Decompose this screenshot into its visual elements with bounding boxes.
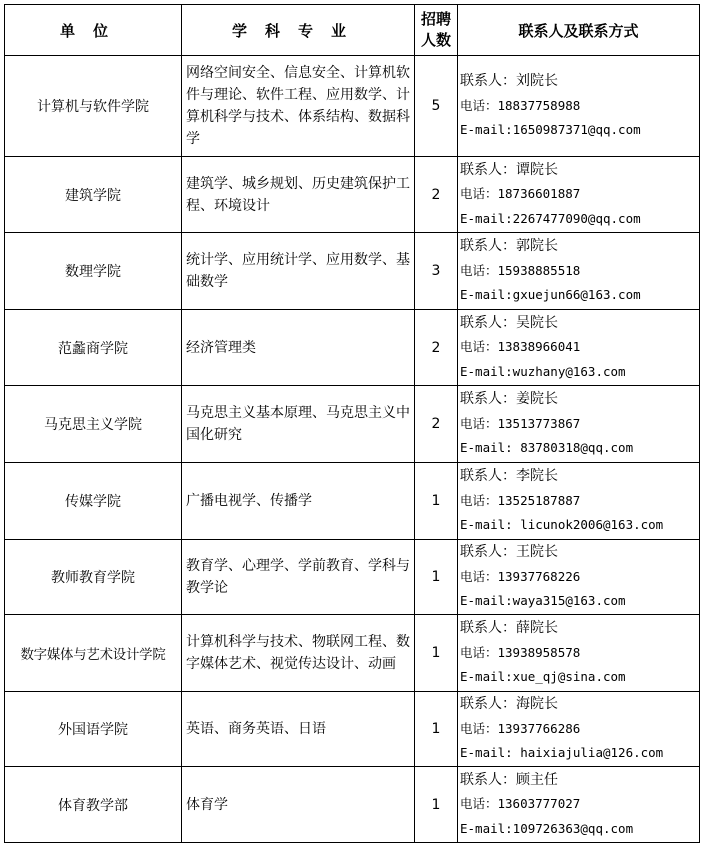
- count-cell: 3: [415, 233, 458, 310]
- contact-person: 联系人：顾主任: [460, 771, 558, 788]
- contact-phone: 电话：13937766286: [460, 720, 581, 736]
- contact-person: 联系人：姜院长: [460, 391, 558, 408]
- contact-cell: [458, 157, 700, 233]
- unit-cell: 外国语学院: [5, 692, 182, 767]
- major-cell: 经济管理类: [182, 310, 415, 386]
- unit-cell: 马克思主义学院: [5, 386, 182, 463]
- unit-cell: 数理学院: [5, 233, 182, 310]
- contact-email: E-mail:waya315@163.com: [460, 593, 626, 609]
- header-unit: 单位: [5, 5, 182, 56]
- header-major: 学科专业: [182, 5, 415, 56]
- count-cell: 2: [415, 310, 458, 386]
- contact-phone: 电话：15938885518: [460, 262, 581, 278]
- unit-cell: 体育教学部: [5, 767, 182, 843]
- unit-cell: 传媒学院: [5, 463, 182, 540]
- major-cell: 计算机科学与技术、物联网工程、数字媒体艺术、视觉传达设计、动画: [182, 615, 415, 692]
- table-row: [5, 615, 700, 692]
- contact-cell: [458, 386, 700, 463]
- contact-person: 联系人：薛院长: [460, 620, 558, 637]
- major-cell: 建筑学、城乡规划、历史建筑保护工程、环境设计: [182, 157, 415, 233]
- major-cell: 教育学、心理学、学前教育、学科与教学论: [182, 540, 415, 615]
- table-row: [5, 463, 700, 540]
- header-count-line1: 招聘: [420, 10, 451, 28]
- contact-phone: 电话：13525187887: [460, 492, 581, 508]
- contact-phone: 电话：13603777027: [460, 796, 581, 812]
- major-cell: 统计学、应用统计学、应用数学、基础数学: [182, 233, 415, 310]
- count-cell: 1: [415, 615, 458, 692]
- contact-cell: [458, 615, 700, 692]
- contact-cell: [458, 463, 700, 540]
- table-row: [5, 56, 700, 157]
- unit-cell: 数字媒体与艺术设计学院: [5, 615, 182, 692]
- table-row: [5, 157, 700, 233]
- table-row: [5, 386, 700, 463]
- header-contact: 联系人及联系方式: [458, 5, 700, 56]
- contact-email: E-mail:gxuejun66@163.com: [460, 287, 641, 303]
- table-row: [5, 310, 700, 386]
- contact-person: 联系人：王院长: [460, 544, 558, 561]
- table-row: [5, 540, 700, 615]
- table-row: [5, 767, 700, 843]
- contact-cell: [458, 233, 700, 310]
- contact-person: 联系人：吴院长: [460, 314, 558, 331]
- contact-person: 联系人：刘院长: [460, 73, 558, 90]
- contact-phone: 电话：13838966041: [460, 339, 581, 355]
- contact-email: E-mail:wuzhany@163.com: [460, 363, 626, 379]
- major-cell: 体育学: [182, 767, 415, 843]
- header-row: [5, 5, 700, 56]
- unit-cell: 范蠡商学院: [5, 310, 182, 386]
- contact-email: E-mail: licunok2006@163.com: [460, 517, 664, 533]
- count-cell: 2: [415, 157, 458, 233]
- unit-cell: 建筑学院: [5, 157, 182, 233]
- major-cell: 广播电视学、传播学: [182, 463, 415, 540]
- contact-cell: [458, 767, 700, 843]
- count-cell: 1: [415, 692, 458, 767]
- contact-phone: 电话：13513773867: [460, 415, 581, 431]
- contact-email: E-mail: 83780318@qq.com: [460, 440, 634, 456]
- major-cell: 网络空间安全、信息安全、计算机软件与理论、软件工程、应用数学、计算机科学与技术、体系结构、数据科学: [182, 56, 415, 157]
- contact-cell: [458, 56, 700, 157]
- header-count: [415, 5, 458, 56]
- count-cell: 2: [415, 386, 458, 463]
- unit-cell: 计算机与软件学院: [5, 56, 182, 157]
- table-row: [5, 692, 700, 767]
- contact-person: 联系人：李院长: [460, 468, 558, 485]
- count-cell: 1: [415, 767, 458, 843]
- header-count-line2: 人数: [420, 31, 451, 49]
- contact-phone: 电话：13938958578: [460, 644, 581, 660]
- contact-person: 联系人：郭院长: [460, 238, 558, 255]
- contact-phone: 电话：18837758988: [460, 97, 581, 113]
- count-cell: 1: [415, 540, 458, 615]
- contact-cell: [458, 540, 700, 615]
- unit-cell: 教师教育学院: [5, 540, 182, 615]
- contact-phone: 电话：18736601887: [460, 186, 581, 202]
- contact-phone: 电话：13937768226: [460, 568, 581, 584]
- contact-email: E-mail:1650987371@qq.com: [460, 122, 641, 138]
- contact-email: E-mail:2267477090@qq.com: [460, 210, 641, 226]
- contact-email: E-mail:109726363@qq.com: [460, 820, 634, 836]
- contact-person: 联系人：海院长: [460, 696, 558, 713]
- contact-email: E-mail: haixiajulia@126.com: [460, 745, 664, 761]
- table-row: [5, 233, 700, 310]
- contact-cell: [458, 692, 700, 767]
- contact-cell: [458, 310, 700, 386]
- major-cell: 马克思主义基本原理、马克思主义中国化研究: [182, 386, 415, 463]
- major-cell: 英语、商务英语、日语: [182, 692, 415, 767]
- contact-email: E-mail:xue_qj@sina.com: [460, 669, 626, 685]
- count-cell: 5: [415, 56, 458, 157]
- count-cell: 1: [415, 463, 458, 540]
- recruitment-table: [4, 4, 700, 843]
- contact-person: 联系人：谭院长: [460, 161, 558, 178]
